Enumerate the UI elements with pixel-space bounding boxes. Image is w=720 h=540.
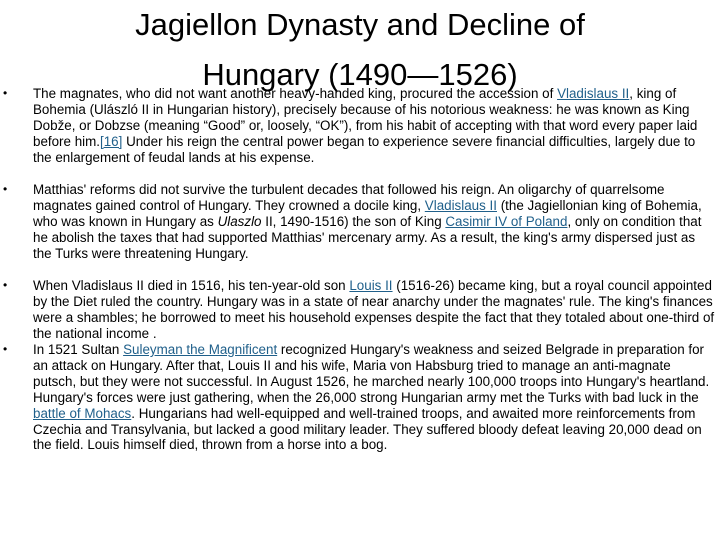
link-vladislaus-ii[interactable]: Vladislaus II (557, 86, 630, 101)
link-louis-ii[interactable]: Louis II (349, 278, 393, 293)
link-suleyman-the-magnificent[interactable]: Suleyman the Magnificent (123, 342, 278, 357)
bullet-text: Under his reign the central power began to experience severe financial difficulties, largely due to the enlargement of feudal lands at his expense. (33, 133, 696, 165)
bullet-text: . Hungarians had well-equipped and well-trained troops, and awaited more reinforcements from Czechia and Transylvania, but lacked a good military leader. They suffered bloody defeat leaving 20,000 dead on the field. Louis himself died, thrown from a horse into a bog. (33, 405, 702, 453)
bullet-text: , only on condition that he abolish the taxes that had supported Matthias' mercenary army. As a result, the king's army dispersed just as the Turks were threatening Hungary. (33, 213, 702, 261)
bullet-item-2 (3, 182, 715, 262)
italic-name-ulaszlo: Ulaszlo (217, 213, 262, 229)
bullet-icon: • (3, 278, 8, 292)
bullet-icon: • (3, 182, 8, 196)
bullet-text: In 1521 Sultan (33, 342, 124, 357)
link-battle-of-mohacs[interactable]: battle of Mohacs (33, 405, 132, 421)
slide-title-line-2: Hungary (1490—1526) (202, 57, 518, 92)
link-casimir-iv-of-poland[interactable]: Casimir IV of Poland (445, 213, 568, 229)
bullet-text: (the Jagiellonian king of Bohemia, who was known in Hungary as (33, 197, 702, 229)
slide-title-line-1: Jagiellon Dynasty and Decline of (135, 7, 585, 42)
bullet-item-3 (3, 278, 715, 342)
bullet-item-4 (3, 342, 715, 453)
footnote-link-16[interactable]: [16] (100, 133, 123, 149)
bullet-icon: • (3, 342, 8, 356)
slide-title (60, 0, 660, 100)
bullet-text: II, 1490-1516) the son of King (261, 213, 446, 229)
bullet-text: When Vladislaus II died in 1516, his ten-year-old son (33, 278, 350, 293)
link-vladislaus-ii[interactable]: Vladislaus II (424, 197, 497, 213)
bullet-icon: • (3, 86, 8, 100)
bullet-text: recognized Hungary's weakness and seized Belgrade in preparation for an attack on Hungary. After that, Louis II and his wife, Maria von Habsburg tried to manage an anti-magnate putsch, but they were not successful. In August 1526, he marched nearly 100,000 troops into Hungary's heartland. Hungary's forces were just gathering, when the 26,000 strong Hungarian army met the Turks with bad luck in the (33, 342, 710, 405)
bullet-item-1 (3, 86, 715, 166)
bullet-text: Matthias' reforms did not survive the turbulent decades that followed his reign. An oligarchy of quarrelsome magnates gained control of Hungary. They crowned a docile king, (33, 182, 665, 213)
bullet-text: (1516-26) became king, but a royal council appointed by the Diet ruled the country. Hungary was in a state of near anarchy under the magnates' rule. The king's finances were a shambles; he borrowed to meet his household expenses despite the fact that they totaled about one-third of the national income . (33, 278, 715, 341)
bullet-text: , king of Bohemia (Ulászló II in Hungarian history), precisely because of his notorious weakness: he was known as King Dobže, or Dobzse (meaning “Good” or, loosely, “OK”), from his habit of accepting with that word every paper laid before him. (33, 86, 698, 149)
bullet-text: The magnates, who did not want another heavy-handed king, procured the accession of (33, 86, 558, 101)
